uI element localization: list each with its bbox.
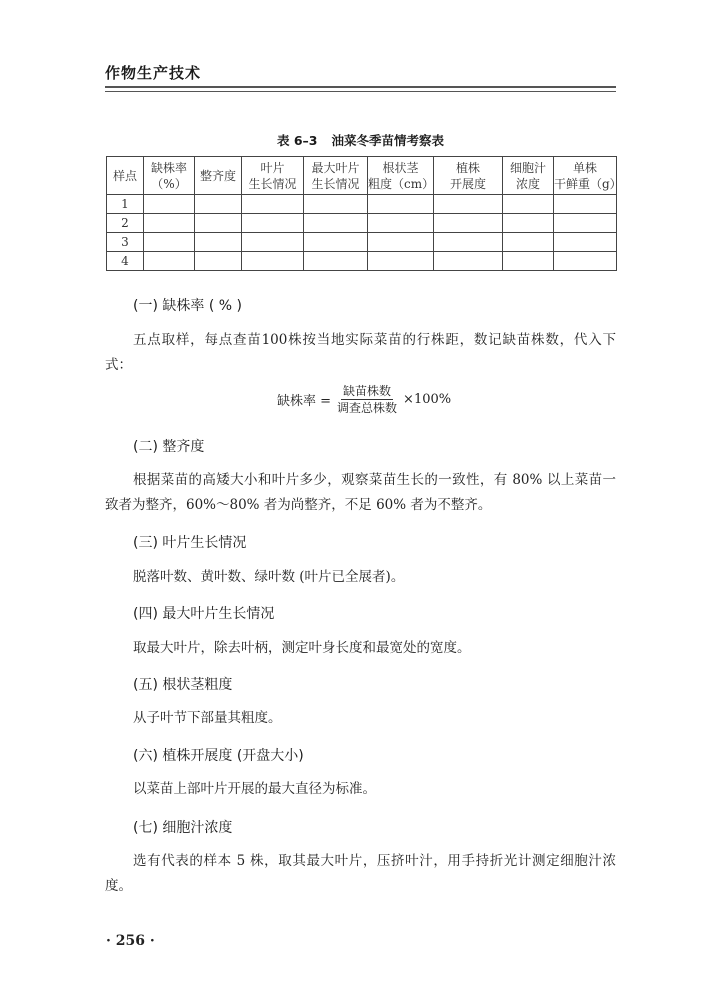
table-cell <box>304 214 368 233</box>
header-rule-thin <box>105 91 616 92</box>
table-cell <box>503 252 554 271</box>
table-header-cell: 整齐度 <box>195 157 242 195</box>
table-cell <box>368 233 434 252</box>
table-cell <box>242 195 304 214</box>
formula-numerator: 缺苗株数 <box>343 383 392 398</box>
table-cell <box>242 214 304 233</box>
formula-denominator: 调查总株数 <box>337 400 398 415</box>
section-heading: (三) 叶片生长情况 <box>133 535 247 551</box>
table-row <box>107 214 617 233</box>
table-cell <box>144 195 195 214</box>
formula-lhs: 缺株率 = <box>277 393 332 409</box>
table-row <box>107 233 617 252</box>
page-number: · 256 · <box>106 933 155 949</box>
table-cell <box>503 195 554 214</box>
sample-point-cell: 3 <box>107 233 144 252</box>
table-cell <box>195 233 242 252</box>
table-caption-title: 油菜冬季苗情考察表 <box>331 133 444 148</box>
table-header-cell: 样点 <box>107 157 144 195</box>
table-row <box>107 195 617 214</box>
table-cell <box>554 214 617 233</box>
table-header-cell: 植株 开展度 <box>434 157 503 195</box>
section-heading: (二) 整齐度 <box>133 439 205 455</box>
table-header-row <box>107 157 617 195</box>
table-cell <box>503 214 554 233</box>
table-cell <box>195 214 242 233</box>
section-heading: (五) 根状茎粗度 <box>133 677 233 693</box>
sample-point-cell: 2 <box>107 214 144 233</box>
missing-plant-rate-formula <box>277 384 451 414</box>
table-cell <box>434 233 503 252</box>
sample-point-cell: 1 <box>107 195 144 214</box>
table-cell <box>242 233 304 252</box>
table-cell <box>144 252 195 271</box>
observation-table <box>106 156 622 271</box>
table-cell <box>242 252 304 271</box>
table-cell <box>554 195 617 214</box>
table-cell <box>434 214 503 233</box>
table-cell <box>144 233 195 252</box>
table-header-cell: 单株 干鲜重（g） <box>554 157 617 195</box>
table-cell <box>304 252 368 271</box>
table-header-cell: 根状茎 粗度（cm） <box>368 157 434 195</box>
table-header-cell: 缺株率 （%） <box>144 157 195 195</box>
table-header-cell: 最大叶片 生长情况 <box>304 157 368 195</box>
section-paragraph: 脱落叶数、黄叶数、绿叶数 (叶片已全展者)。 <box>133 569 405 585</box>
table-cell <box>434 195 503 214</box>
section-heading: (四) 最大叶片生长情况 <box>133 606 275 622</box>
formula-rhs: ×100% <box>403 391 452 407</box>
section-paragraph: 以菜苗上部叶片开展的最大直径为标准。 <box>133 781 376 797</box>
table-header-cell: 叶片 生长情况 <box>242 157 304 195</box>
table-cell <box>368 214 434 233</box>
formula-fraction <box>335 384 399 415</box>
table-caption-number: 表 6–3 <box>276 133 318 148</box>
table-cell <box>368 252 434 271</box>
sample-point-cell: 4 <box>107 252 144 271</box>
table-header-cell: 细胞汁 浓度 <box>503 157 554 195</box>
section-paragraph: 取最大叶片，除去叶柄，测定叶身长度和最宽处的宽度。 <box>133 640 471 656</box>
section-heading: (一) 缺株率 ( % ) <box>133 298 242 314</box>
table-cell <box>304 195 368 214</box>
header-rule-thick <box>105 86 616 88</box>
section-paragraph: 五点取样，每点查苗100株按当地实际菜苗的行株距，数记缺苗株数，代入下式： <box>105 332 616 373</box>
table-cell <box>368 195 434 214</box>
section-heading: (七) 细胞汁浓度 <box>133 820 233 836</box>
table-cell <box>503 233 554 252</box>
table-cell <box>554 233 617 252</box>
table-row <box>107 252 617 271</box>
section-paragraph: 选有代表的样本 5 株，取其最大叶片，压挤叶汁，用手持折光计测定细胞汁浓度。 <box>105 853 616 894</box>
table-cell <box>434 252 503 271</box>
table-cell <box>195 252 242 271</box>
table-caption <box>105 131 616 149</box>
section-paragraph: 根据菜苗的高矮大小和叶片多少，观察菜苗生长的一致性，有 80% 以上菜苗一致者为整齐，60%～80% 者为尚整齐，不足 60% 者为不整齐。 <box>105 472 616 513</box>
section-heading: (六) 植株开展度 (开盘大小) <box>133 748 304 764</box>
table-cell <box>195 195 242 214</box>
table-cell <box>554 252 617 271</box>
section-paragraph: 从子叶节下部量其粗度。 <box>133 710 282 726</box>
table-cell <box>304 233 368 252</box>
running-header-title: 作物生产技术 <box>105 64 202 82</box>
table-cell <box>144 214 195 233</box>
